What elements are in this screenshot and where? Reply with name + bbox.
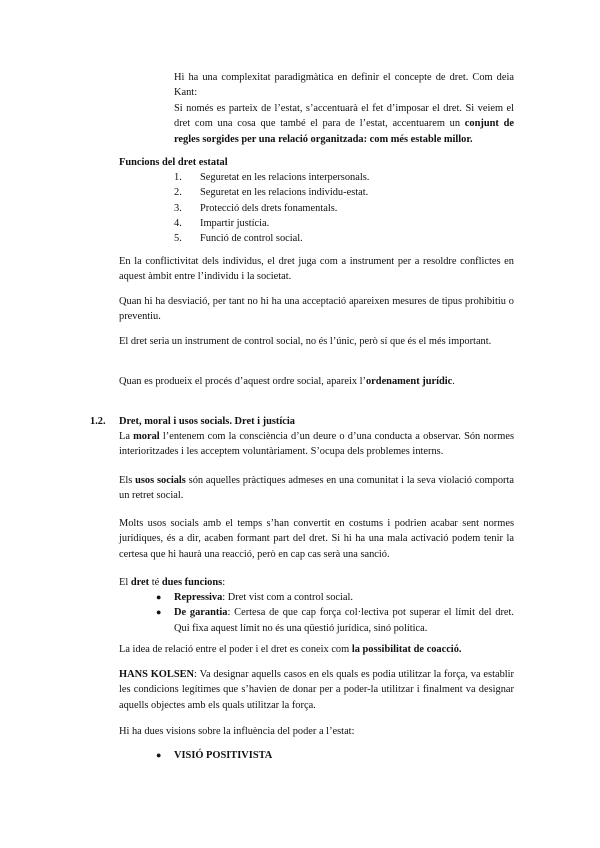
funcions-list xyxy=(174,170,474,246)
intro-bold-text: conjunt de regles sorgides per una relació organitzada: com més estable millor. xyxy=(174,118,514,145)
list-text: Impartir justícia. xyxy=(200,217,270,229)
list-number: 2. xyxy=(174,187,182,199)
ordre-end: . xyxy=(452,376,455,387)
list-item xyxy=(156,590,514,605)
funcions-bullets xyxy=(156,590,514,636)
bullet-text: : Dret vist com a control social. xyxy=(222,592,354,603)
hans-paragraph xyxy=(119,667,514,713)
instrument-paragraph xyxy=(119,334,514,349)
molts-paragraph xyxy=(119,516,514,562)
section-title-text: Dret, moral i usos socials. Dret i justícia xyxy=(119,416,295,427)
intro-text: Hi ha una complexitat paradigmàtica en definir el concepte de dret. Com deia Kant: xyxy=(174,72,514,99)
list-text: Funció de control social. xyxy=(200,233,303,245)
list-item xyxy=(156,605,514,636)
intro-text-2: Si només es parteix de l’estat, s’accentuarà el fet d’imposar el dret. Si veiem el dret com una cosa que també el para de l’estat, accentuarem un xyxy=(174,103,514,130)
intro-paragraph-2 xyxy=(174,101,514,147)
list-number: 1. xyxy=(174,172,182,183)
usos-paragraph xyxy=(119,473,514,504)
ordre-bold: ordenament jurídic xyxy=(365,376,453,387)
list-item xyxy=(174,201,474,216)
usos-text: són aquelles pràctiques admeses en una comunitat i la seva violació comporta un retret social. xyxy=(119,475,514,502)
visions-list xyxy=(156,748,514,763)
conflict-text: En la conflictivitat dels individus, el dret juga com a instrument per a resoldre conflictes en aquest àmbit entre l’individu i la societat. xyxy=(119,256,514,283)
idea-bold: la possibilitat de coacció. xyxy=(351,644,462,655)
dret-paragraph xyxy=(119,575,514,590)
moral-paragraph xyxy=(119,429,514,460)
list-number: 3. xyxy=(174,202,182,214)
dret-bold-2: dues funcions xyxy=(161,577,223,588)
list-number: 5. xyxy=(174,233,182,245)
list-number: 4. xyxy=(174,217,182,229)
dret-bold: dret xyxy=(130,577,150,588)
moral-text: l’entenem com la consciència d’un deure o d’una conducta a observar. Són normes interioritzades i les acceptem voluntàriament. S’ocupa dels problemes interns. xyxy=(119,431,514,458)
list-text: Seguretat en les relacions individu-estat. xyxy=(200,187,369,199)
dret-pre: El xyxy=(119,577,131,588)
hans-name: HANS KOLSEN xyxy=(119,669,195,680)
bullet-bold: De garantia xyxy=(174,607,228,619)
bullet-bold: Repressiva xyxy=(174,592,223,603)
dret-end: : xyxy=(222,577,226,588)
list-item xyxy=(156,748,514,763)
molts-text: Molts usos socials amb el temps s’han convertit en costums i podrien acabar sent normes jurídiques, és a dir, acaben formant part del dret. Si hi ha una mala activació podem tenir la certesa que hi haurà una reacció, però en cap cas serà una sanció. xyxy=(119,518,514,560)
visions-text: Hi ha dues visions sobre la influència del poder a l’estat: xyxy=(119,726,355,737)
bullet-icon: ● xyxy=(156,607,162,618)
visions-paragraph xyxy=(119,724,514,739)
list-item xyxy=(174,185,474,200)
idea-text: La idea de relació entre el poder i el dret es coneix com xyxy=(119,644,352,655)
list-text: Protecció dels drets fonamentals. xyxy=(200,202,338,214)
section-number: 1.2. xyxy=(90,416,106,427)
dret-mid: té xyxy=(149,577,162,588)
intro-paragraph xyxy=(174,70,514,101)
bullet-icon: ● xyxy=(156,592,162,602)
list-item xyxy=(174,231,474,246)
moral-bold: moral xyxy=(133,431,160,442)
funcions-heading xyxy=(119,155,514,170)
moral-pre: La xyxy=(119,431,134,442)
visio-positivista: VISIÓ POSITIVISTA xyxy=(174,750,273,761)
list-text: Seguretat en les relacions interpersonals. xyxy=(200,172,370,183)
desviacio-text: Quan hi ha desviació, per tant no hi ha una acceptació apareixen mesures de tipus prohibitiu o preventiu. xyxy=(119,296,514,323)
instrument-text: El dret seria un instrument de control social, no és l’únic, però sí que és el més important. xyxy=(119,336,492,347)
idea-paragraph xyxy=(119,642,514,657)
desviacio-paragraph xyxy=(119,294,514,325)
bullet-icon: ● xyxy=(156,750,162,760)
conflict-paragraph xyxy=(119,254,514,285)
hans-text: : Va designar aquells casos en els quals es podia utilitzar la força, va establir les condicions legítimes que s’havien de donar per a poder-la utilitzar i finalment va designar aquells objectes amb els quals utilitzar la força. xyxy=(119,669,514,711)
ordre-text: Quan es produeix el procés d’aquest ordre social, apareix l’ xyxy=(119,376,366,387)
ordre-paragraph xyxy=(119,374,514,389)
section-title xyxy=(119,414,514,429)
list-item xyxy=(174,170,474,185)
usos-pre: Els xyxy=(119,475,136,486)
bullet-text: : Certesa de que cap força col·lectiva pot superar el límit del dret. Qui fixa aquest límit no és una qüestió jurídica, sinó política. xyxy=(174,607,515,634)
funcions-title: Funcions del dret estatal xyxy=(119,157,228,168)
usos-bold: usos socials xyxy=(135,475,186,486)
list-item xyxy=(174,216,474,231)
